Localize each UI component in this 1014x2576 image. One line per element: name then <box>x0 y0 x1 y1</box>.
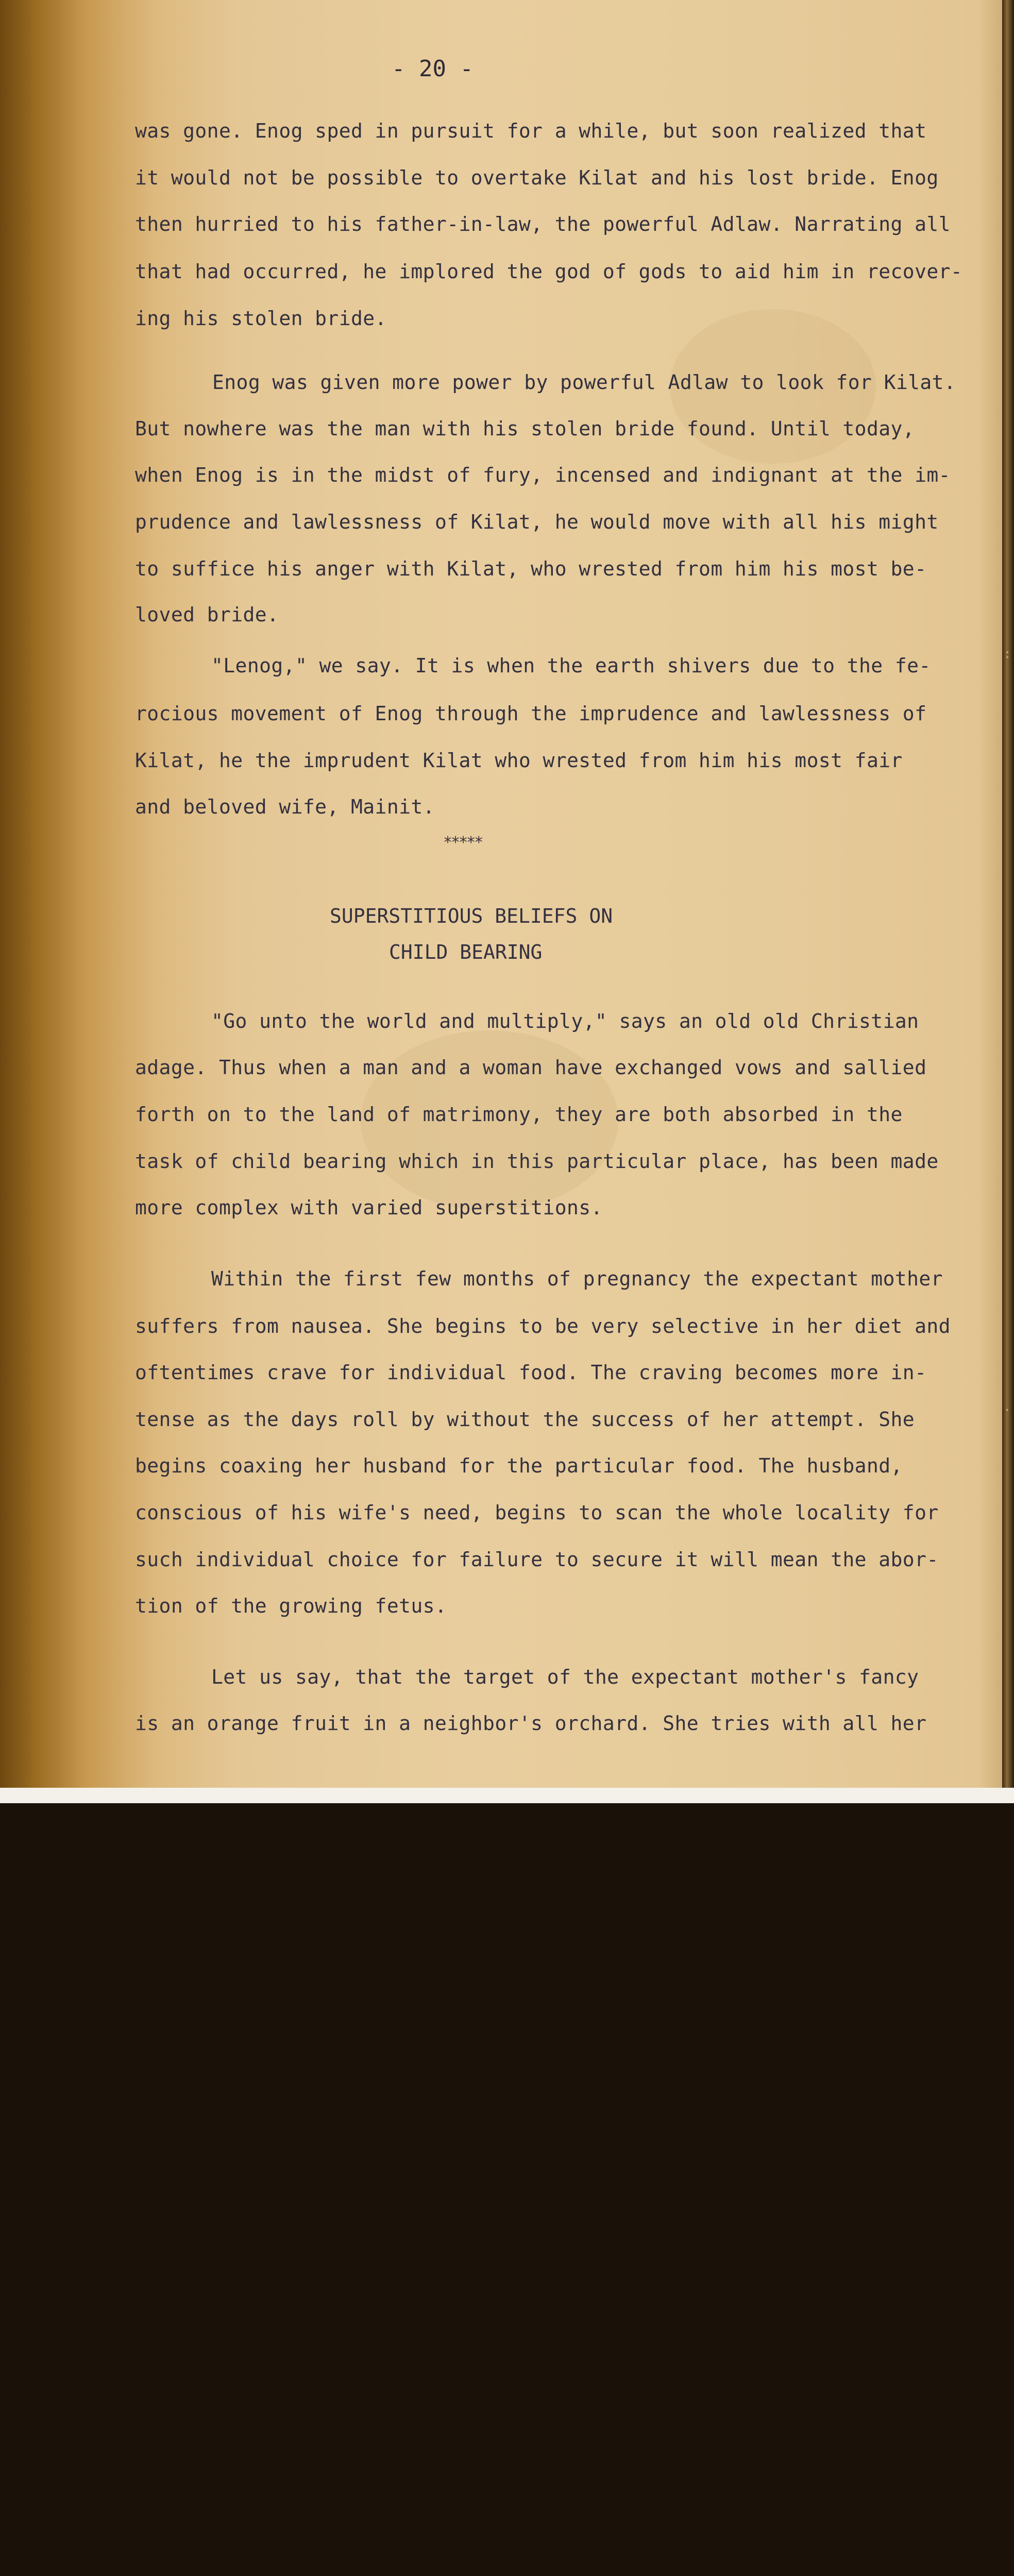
text-line: was gone. Enog sped in pursuit for a while, but soon realized that <box>135 120 927 142</box>
text-line: ing his stolen bride. <box>135 307 387 330</box>
text-line: task of child bearing which in this particular place, has been made <box>135 1150 939 1173</box>
section-subheading: CHILD BEARING <box>389 941 543 963</box>
text-line: when Enog is in the midst of fury, incensed and indignant at the im- <box>135 464 951 486</box>
edge-mark: · <box>1005 1401 1010 1419</box>
text-line: Let us say, that the target of the expectant mother's fancy <box>211 1666 919 1688</box>
text-line: and beloved wife, Mainit. <box>135 795 435 818</box>
text-line: oftentimes crave for individual food. The craving becomes more in- <box>135 1361 927 1384</box>
section-heading: SUPERSTITIOUS BELIEFS ON <box>330 905 613 927</box>
edge-mark: : <box>1005 644 1010 662</box>
text-line: tense as the days roll by without the success of her attempt. She <box>135 1408 915 1431</box>
text-line: it would not be possible to overtake Kilat and his lost bride. Enog <box>135 166 939 189</box>
text-line: conscious of his wife's need, begins to scan the whole locality for <box>135 1501 939 1524</box>
text-line: suffers from nausea. She begins to be very selective in her diet and <box>135 1315 951 1337</box>
text-line: then hurried to his father-in-law, the powerful Adlaw. Narrating all <box>135 213 951 235</box>
text-line: "Lenog," we say. It is when the earth shivers due to the fe- <box>211 654 931 677</box>
text-line: forth on to the land of matrimony, they are both absorbed in the <box>135 1103 903 1126</box>
page-number: - 20 - <box>392 56 474 82</box>
text-line: such individual choice for failure to secure it will mean the abor- <box>135 1548 939 1571</box>
text-line: rocious movement of Enog through the imprudence and lawlessness of <box>135 702 927 725</box>
text-line: more complex with varied superstitions. <box>135 1196 603 1219</box>
scan-footer <box>0 1788 1014 1803</box>
text-line: Enog was given more power by powerful Adlaw to look for Kilat. <box>212 371 956 394</box>
section-separator: ***** <box>443 834 482 852</box>
text-line: tion of the growing fetus. <box>135 1595 447 1617</box>
text-line: begins coaxing her husband for the particular food. The husband, <box>135 1454 903 1477</box>
text-line: is an orange fruit in a neighbor's orchard. She tries with all her <box>135 1712 927 1735</box>
text-line: loved bride. <box>135 603 279 626</box>
text-line: prudence and lawlessness of Kilat, he would move with all his might <box>135 511 939 533</box>
text-line: But nowhere was the man with his stolen bride found. Until today, <box>135 417 915 440</box>
text-line: "Go unto the world and multiply," says an old old Christian <box>211 1010 919 1032</box>
text-line: that had occurred, he implored the god of gods to aid him in recover- <box>135 260 963 283</box>
text-line: adage. Thus when a man and a woman have exchanged vows and sallied <box>135 1056 927 1079</box>
text-line: Within the first few months of pregnancy the expectant mother <box>211 1267 943 1290</box>
text-line: Kilat, he the imprudent Kilat who wrested from him his most fair <box>135 749 903 772</box>
page-edge <box>1002 0 1014 1788</box>
text-line: to suffice his anger with Kilat, who wrested from him his most be- <box>135 557 927 580</box>
